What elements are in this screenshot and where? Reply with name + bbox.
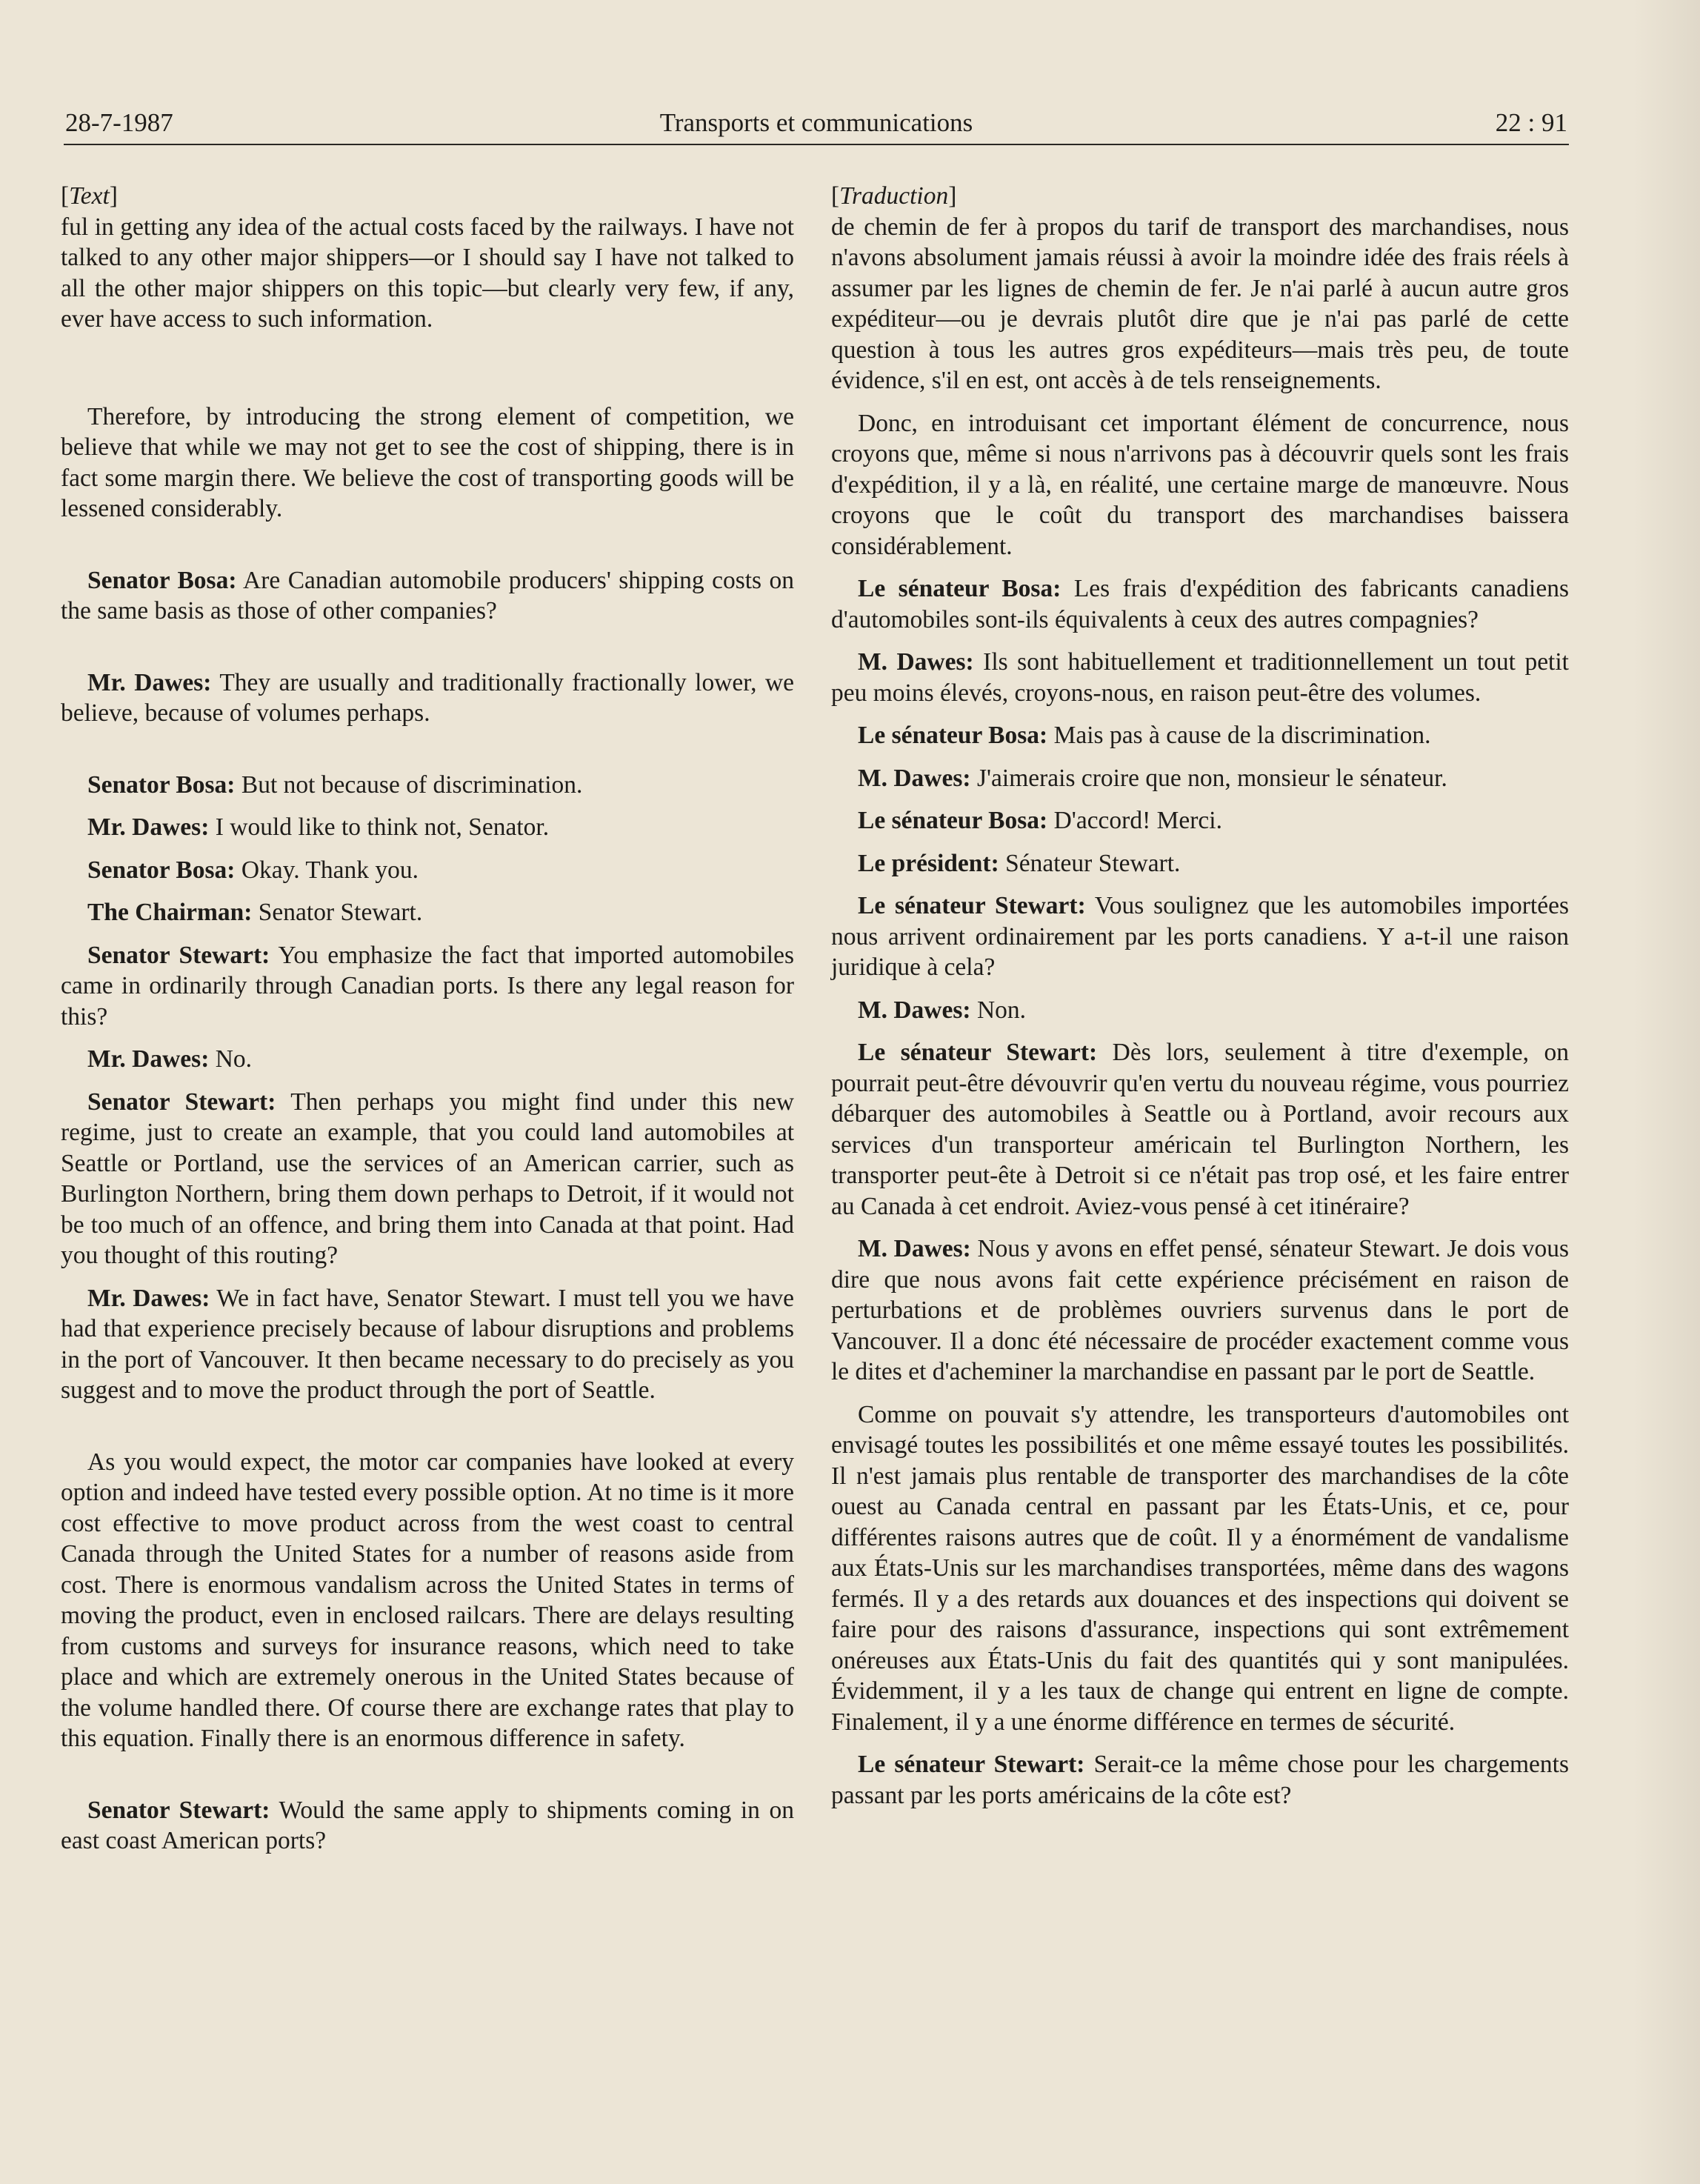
speaker-name: M. Dawes: (858, 996, 971, 1024)
header-page-number: 22 : 91 (1495, 108, 1567, 137)
paragraph: The Chairman: Senator Stewart. (87, 899, 423, 926)
column-label-text: [Text] (61, 182, 118, 210)
paragraph: Senator Bosa: But not because of discrimination. (87, 770, 583, 799)
speaker-name: Senator Stewart: (87, 1088, 276, 1116)
header-date: 28-7-1987 (65, 108, 173, 137)
paragraph: Senator Bosa: Are Canadian automobile producers' shipping costs on the same basis as those of other companies? (61, 566, 794, 625)
speaker-name: Le sénateur Bosa: (858, 807, 1048, 834)
speaker-name: Senator Stewart: (87, 941, 270, 969)
paragraph: Comme on pouvait s'y attendre, les transporteurs d'automobiles ont envisagé toutes les possibilités et one même essayé toutes les possibilités. Il n'est jamais plus rentable de transporter des marchandises de la côte ouest au Canada central en passant par les États-Unis, et ce, pour différentes raisons autres que de coût. Il y a énormément de vandalisme aux États-Unis sur les marchandises transportées, même dans des wagons fermés. Il y a des retards aux douances et des inspections qui doivent se faire pour des raisons d'assurance, inspections qui sont extrêmement onéreuses aux États-Unis du fait des quantités qui y sont manipulées. Évidemment, il y a les taux de change qui entrent en ligne de compte. Finalement, il y a une énorme différence en termes de sécurité. (831, 1400, 1569, 1736)
speaker-name: Le sénateur Stewart: (858, 1751, 1085, 1778)
paragraph: M. Dawes: Nous y avons en effet pensé, sénateur Stewart. Je dois vous dire que nous avons fait cette expérience précisément en raison de perturbations et de problèmes ouvriers survenus dans le port de Vancouver. Il a donc été nécessaire de procéder exactement comme vous le dites et d'acheminer la marchandise en passant par le port de Seattle. (831, 1235, 1569, 1385)
paragraph: M. Dawes: Ils sont habituellement et traditionnellement un tout petit peu moins élevés, croyons-nous, en raison peut-être des volumes. (831, 648, 1569, 707)
paragraph: de chemin de fer à propos du tarif de transport des marchandises, nous n'avons absolument jamais réussi à avoir la moindre idée des frais réels à assumer par les lignes de chemin de fer. Je n'ai parlé à aucun autre gros expéditeur—ou je devrais plutôt dire que je n'ai pas parlé de cette question à tous les autres gros expéditeurs—mais très peu, de toute évidence, s'il en est, ont accès à de tels renseignements. (831, 213, 1569, 394)
speaker-name: Mr. Dawes: (87, 1284, 210, 1312)
speaker-name: Le sénateur Bosa: (858, 575, 1061, 602)
speaker-name: Mr. Dawes: (87, 668, 212, 696)
paragraph: Senator Stewart: Would the same apply to shipments coming in on east coast American ports? (61, 1796, 794, 1854)
speaker-name: Le sénateur Stewart: (858, 892, 1086, 919)
paragraph: Mr. Dawes: We in fact have, Senator Stewart. I must tell you we have had that experience precisely because of labour disruptions and problems in the port of Vancouver. It then became necessary to do precisely as you suggest and to move the product through the port of Seattle. (61, 1284, 794, 1404)
paragraph: ful in getting any idea of the actual costs faced by the railways. I have not talked to any other major shippers—or I should say I have not talked to all the other major shippers on this topic—but clearly very few, if any, ever have access to such information. (61, 213, 794, 333)
paragraph: Mr. Dawes: No. (87, 1045, 253, 1073)
english-column (61, 181, 794, 1857)
speaker-name: The Chairman: (87, 899, 253, 926)
paragraph: Le sénateur Bosa: Les frais d'expédition des fabricants canadiens d'automobiles sont-ils équivalents à ceux des autres compagnies? (831, 575, 1569, 633)
speaker-name: Mr. Dawes: (87, 1045, 210, 1073)
paragraph: Le sénateur Bosa: D'accord! Merci. (858, 807, 1222, 834)
speaker-name: M. Dawes: (858, 764, 971, 792)
paragraph: Le sénateur Stewart: Serait-ce la même chose pour les chargements passant par les ports américains de la côte est? (831, 1751, 1570, 1809)
paragraph: Mr. Dawes: They are usually and traditionally fractionally lower, we believe, because of volumes perhaps. (61, 668, 795, 727)
speaker-name: Le président: (858, 849, 999, 877)
speaker-name: Mr. Dawes: (87, 813, 210, 841)
page-edge-shadow (1633, 0, 1700, 2184)
speaker-name: Senator Bosa: (87, 856, 236, 884)
paragraph: Le sénateur Stewart: Dès lors, seulement à titre d'exemple, on pourrait peut-être dévouvrir qu'en vertu du nouveau régime, vous pourriez débarquer des automobiles à Seattle ou à Portland, avoir recours aux services d'un transporteur américain tel Burlington Northern, les transporter peut-ête à Detroit si ce n'était pas trop osé, et les faire entrer au Canada à cet endroit. Aviez-vous pensé à cet itinéraire? (831, 1039, 1569, 1220)
paragraph: Donc, en introduisant cet important élément de concurrence, nous croyons que, même si nous n'arrivons pas à découvrir quels sont les frais d'expédition, il y a là, en réalité, une certaine marge de manœuvre. Nous croyons que le coût du transport des marchandises baissera considérablement. (831, 409, 1569, 560)
paragraph: Le président: Sénateur Stewart. (858, 849, 1181, 877)
paragraph: Mr. Dawes: I would like to think not, Senator. (87, 813, 550, 841)
paragraph: As you would expect, the motor car companies have looked at every option and indeed have tested every possible option. At no time is it more cost effective to move product across from the west coast to central Canada through the United States for a number of reasons aside from cost. There is enormous vandalism across the United States in terms of moving the product, even in enclosed railcars. There are delays resulting from customs and surveys for insurance reasons, which need to take place and which are extremely onerous in the United States because of the volume handled there. Of course there are exchange rates that play to this equation. Finally there is an enormous difference in safety. (61, 1448, 794, 1752)
paragraph: M. Dawes: Non. (858, 996, 1027, 1024)
speaker-name: Senator Stewart: (87, 1796, 270, 1824)
speaker-name: Senator Bosa: (87, 566, 237, 594)
column-label-traduction: [Traduction] (831, 182, 957, 210)
paragraph: Le sénateur Stewart: Vous soulignez que les automobiles importées nous arrivent ordinairement par les ports canadiens. Y a-t-il une raison juridique à cela? (831, 892, 1570, 981)
speaker-name: Senator Bosa: (87, 770, 236, 799)
speaker-name: Le sénateur Bosa: (858, 722, 1048, 749)
speaker-name: M. Dawes: (858, 648, 974, 676)
running-header (64, 105, 1569, 145)
paragraph: Senator Stewart: You emphasize the fact that imported automobiles came in ordinarily through Canadian ports. Is there any legal reason for this? (61, 941, 794, 1031)
paragraph: Therefore, by introducing the strong element of competition, we believe that while we may not get to see the cost of shipping, there is in fact some margin there. We believe the cost of transporting goods will be lessened considerably. (61, 402, 794, 522)
paragraph: Le sénateur Bosa: Mais pas à cause de la discrimination. (858, 722, 1431, 749)
speaker-name: M. Dawes: (858, 1235, 971, 1262)
header-title: Transports et communications (659, 108, 973, 137)
speaker-name: Le sénateur Stewart: (858, 1039, 1098, 1066)
paragraph: Senator Bosa: Okay. Thank you. (87, 856, 419, 884)
paragraph: M. Dawes: J'aimerais croire que non, monsieur le sénateur. (858, 764, 1447, 792)
paragraph: Senator Stewart: Then perhaps you might find under this new regime, just to create an example, that you could land automobiles at Seattle or Portland, use the services of an American carrier, such as Burlington Northern, bring them down perhaps to Detroit, if it would not be too much of an offence, and bring them into Canada at that point. Had you thought of this routing? (61, 1088, 794, 1269)
french-column (831, 181, 1569, 1811)
